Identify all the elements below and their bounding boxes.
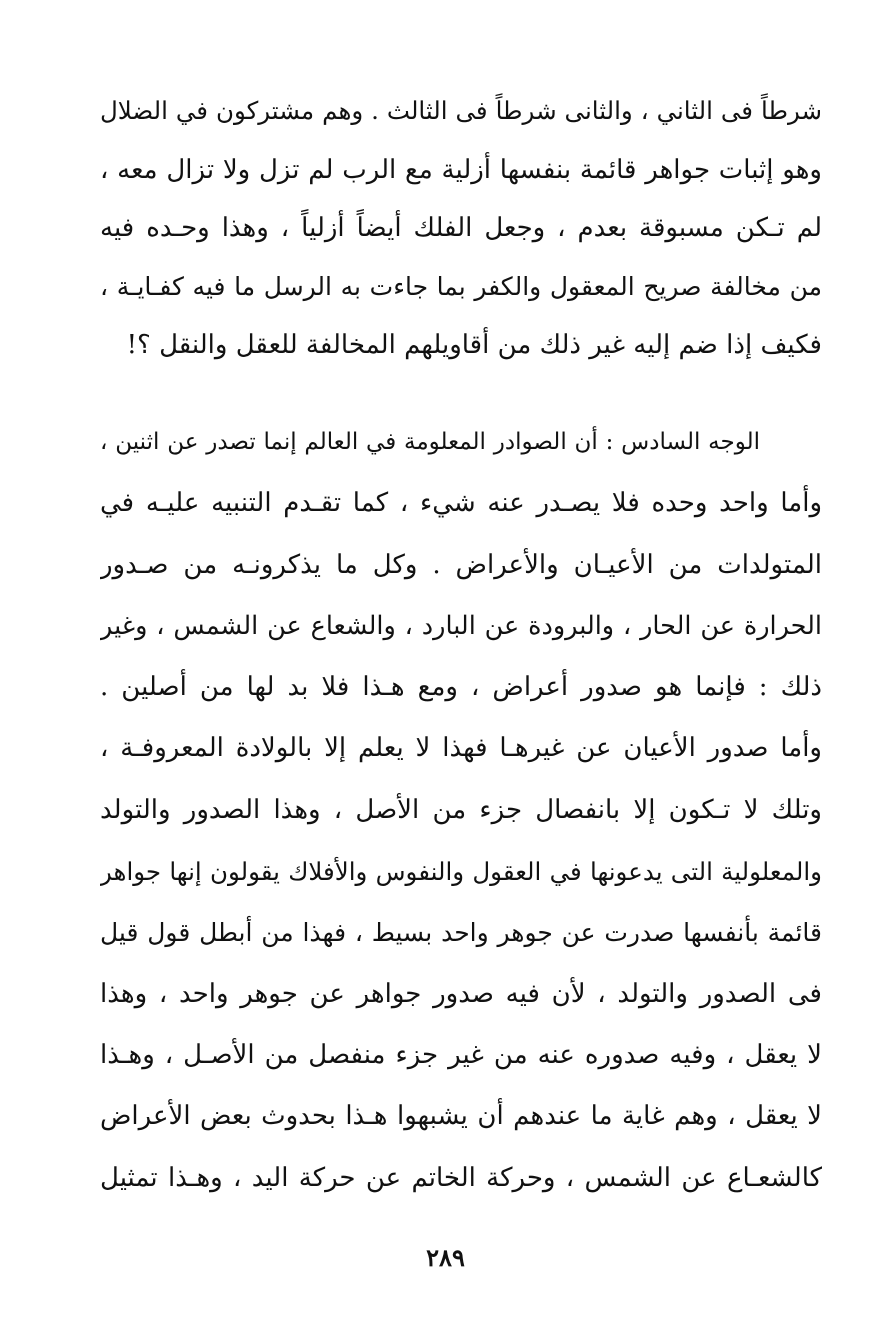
text-line: فى الصدور والتولد ، لأن فيه صدور جواهر عن جوهر واحد ، وهذا xyxy=(100,978,822,1009)
text-line: شرطاً فى الثاني ، والثانى شرطاً فى الثالث . وهم مشتركون في الضلال xyxy=(100,96,822,125)
text-line: لم تـكن مسبوقة بعدم ، وجعل الفلك أيضاً أزلياً ، وهذا وحـده فيه xyxy=(100,213,822,243)
text-line: الوجه السادس : أن الصوادر المعلومة في العالم إنما تصدر عن اثنين ، xyxy=(100,429,760,455)
page-number: ٢٨٩ xyxy=(426,1243,465,1272)
text-line: والمعلولية التى يدعونها في العقول والنفوس والأفلاك يقولون إنها جواهر xyxy=(100,857,822,887)
text-line: لا يعقل ، وفيه صدوره عنه من غير جزء منفصل من الأصـل ، وهـذا xyxy=(100,1039,822,1070)
text-line: وأما واحد وحده فلا يصـدر عنه شيء ، كما تقـدم التنبيه عليـه في xyxy=(100,488,822,519)
paragraph-1 xyxy=(100,82,822,375)
text-line: كالشعـاع عن الشمس ، وحركة الخاتم عن حركة اليد ، وهـذا تمثيل xyxy=(100,1162,822,1193)
text-line: ذلك : فإنما هو صدور أعراض ، ومع هـذا فلا بد لها من أصلين . xyxy=(100,672,822,703)
text-line: فكيف إذا ضم إليه غير ذلك من أقاويلهم المخالفة للعقل والنقل ؟! xyxy=(126,330,822,360)
paragraph-2 xyxy=(100,412,822,1209)
text-line: لا يعقل ، وهم غاية ما عندهم أن يشبهوا هـذا بحدوث بعض الأعراض xyxy=(100,1101,822,1132)
text-line: من مخالفة صريح المعقول والكفر بما جاءت به الرسل ما فيه كفـايـة ، xyxy=(100,271,822,301)
text-line: الحرارة عن الحار ، والبرودة عن البارد ، والشعاع عن الشمس ، وغير xyxy=(100,610,822,641)
text-line: قائمة بأنفسها صدرت عن جوهر واحد بسيط ، فهذا من أبطل قول قيل xyxy=(100,918,822,948)
text-line: وهو إثبات جواهر قائمة بنفسها أزلية مع الرب لم تزل ولا تزال معه ، xyxy=(100,154,822,185)
text-line: وأما صدور الأعيان عن غيرهـا فهذا لا يعلم إلا بالولادة المعروفـة ، xyxy=(100,733,822,764)
text-line: المتولدات من الأعيـان والأعراض . وكل ما يذكرونـه من صـدور xyxy=(100,549,822,580)
text-line: وتلك لا تـكون إلا بانفصال جزء من الأصل ، وهذا الصدور والتولد xyxy=(100,794,822,825)
